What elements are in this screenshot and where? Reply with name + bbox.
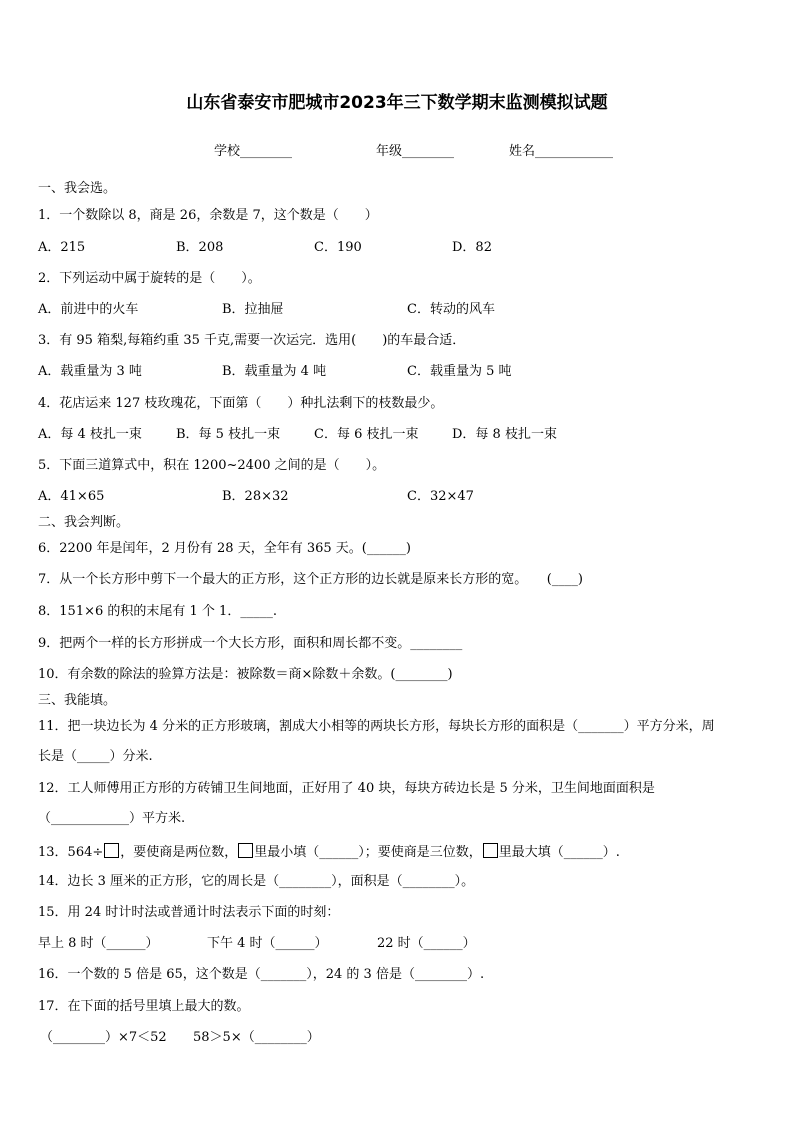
q15-item-b: 下午 4 时（______）: [207, 936, 328, 951]
q17-item-a: （________）×7＜52: [40, 1030, 167, 1045]
school-field: 学校________: [214, 144, 293, 159]
q3-option-a: A．载重量为 3 吨: [38, 364, 142, 379]
question-11: 11．把一块边长为 4 分米的正方形玻璃，割成大小相等的两块长方形，每块长方形的面积是（_______）平方分米，周: [38, 719, 715, 734]
question-5: 5．下面三道算式中，积在 1200~2400 之间的是（ ）。: [38, 458, 386, 473]
q4-option-c: C．每 6 枝扎一束: [314, 427, 419, 442]
q2-option-b: B．拉抽屉: [222, 302, 284, 317]
question-2: 2．下列运动中属于旋转的是（ ）。: [38, 271, 261, 286]
question-12-cont: （____________）平方米.: [38, 811, 186, 826]
question-9: 9．把两个一样的长方形拼成一个大长方形，面积和周长都不变。________: [38, 636, 463, 651]
q5-option-a: A．41×65: [38, 489, 105, 504]
blank-box-icon: [483, 843, 498, 858]
question-11-cont: 长是（_____）分米.: [38, 749, 153, 764]
page-title: 山东省泰安市肥城市2023年三下数学期末监测模拟试题: [186, 93, 608, 113]
q15-item-a: 早上 8 时（______）: [38, 936, 159, 951]
question-7: 7．从一个长方形中剪下一个最大的正方形，这个正方形的边长就是原来长方形的宽。 (____): [38, 572, 583, 587]
q2-option-a: A．前进中的火车: [38, 302, 139, 317]
q4-option-a: A．每 4 枝扎一束: [38, 427, 142, 442]
question-12: 12．工人师傅用正方形的方砖铺卫生间地面，正好用了 40 块，每块方砖边长是 5 分米，卫生间地面面积是: [38, 781, 655, 796]
question-8: 8．151×6 的积的末尾有 1 个 1．_____.: [38, 604, 277, 619]
q13-end: 里最大填（______）.: [498, 845, 620, 860]
q1-option-c: C．190: [314, 240, 362, 255]
question-4: 4．花店运来 127 枝玫瑰花，下面第（ ）种扎法剩下的枝数最少。: [38, 396, 444, 411]
q1-option-b: B．208: [176, 240, 224, 255]
q15-item-c: 22 时（______）: [377, 936, 476, 951]
q4-option-b: B．每 5 枝扎一束: [176, 427, 281, 442]
question-6: 6．2200 年是闰年，2 月份有 28 天，全年有 365 天。(______): [38, 541, 411, 556]
q13-mid1: ，要使商是两位数，: [120, 845, 238, 860]
section-judge: 二、我会判断。: [38, 515, 130, 530]
q13-mid2: 里最小填（______）；要使商是三位数，: [254, 845, 482, 860]
question-15: 15．用 24 时计时法或普通计时法表示下面的时刻：: [38, 905, 340, 920]
name-field: 姓名____________: [509, 144, 614, 159]
grade-field: 年级________: [376, 144, 455, 159]
question-10: 10．有余数的除法的验算方法是：被除数＝商×除数＋余数。(________): [38, 667, 453, 682]
q3-option-c: C．载重量为 5 吨: [407, 364, 512, 379]
q4-option-d: D．每 8 枝扎一束: [452, 427, 557, 442]
question-16: 16．一个数的 5 倍是 65，这个数是（_______），24 的 3 倍是（________）.: [38, 967, 485, 982]
q5-option-c: C．32×47: [407, 489, 474, 504]
q13-pre: 13．564÷: [38, 845, 104, 860]
question-3: 3．有 95 箱梨,每箱约重 35 千克,需要一次运完．选用( )的车最合适．: [38, 333, 466, 348]
section-choose: 一、我会选。: [38, 181, 117, 196]
section-fill: 三、我能填。: [38, 693, 117, 708]
blank-box-icon: [238, 843, 253, 858]
blank-box-icon: [104, 843, 119, 858]
q1-option-d: D．82: [452, 240, 492, 255]
q1-option-a: A．215: [38, 240, 86, 255]
question-13: [38, 843, 620, 861]
question-14: 14．边长 3 厘米的正方形，它的周长是（________），面积是（________）。: [38, 874, 475, 889]
q17-item-b: 58＞5×（________）: [193, 1030, 320, 1045]
q2-option-c: C．转动的风车: [407, 302, 495, 317]
question-17: 17．在下面的括号里填上最大的数。: [38, 999, 250, 1014]
q3-option-b: B．载重量为 4 吨: [222, 364, 327, 379]
q5-option-b: B．28×32: [222, 489, 289, 504]
question-1: 1．一个数除以 8，商是 26，余数是 7，这个数是（ ）: [38, 208, 378, 223]
